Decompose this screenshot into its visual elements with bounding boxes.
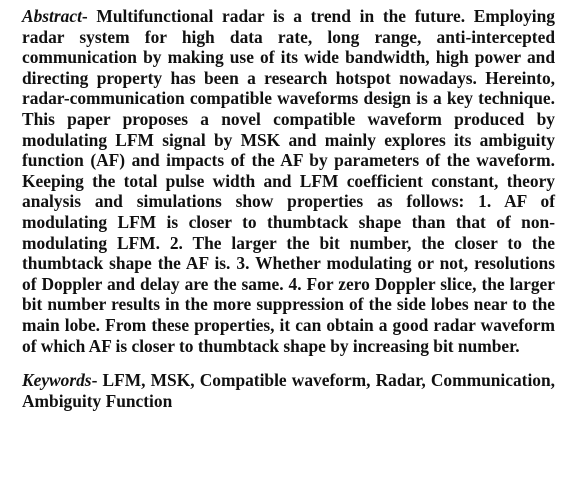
abstract-text: Multifunctional radar is a trend in the future. Employing radar system for high data rate, long range, anti-intercepted communication by making use of its wide bandwidth, high power and directing property has been a research hotspot nowadays. Hereinto, radar-communication compatible waveforms design is a key technique. This paper proposes a novel compatible waveform produced by modulating LFM signal by MSK and mainly explores its ambiguity function (AF) and impacts of the AF by parameters of the waveform. Keeping the total pulse width and LFM coefficient constant, theory analysis and simulations show properties as follows: 1. AF of modulating LFM is closer to thumbtack shape than that of non-modulating LFM. 2. The larger the bit number, the closer to the thumbtack shape the AF is. 3. Whether modulating or not, resolutions of Doppler and delay are the same. 4. For zero Doppler slice, the larger bit number results in the more suppression of the side lobes near to the main lobe. From these properties, it can obtain a good radar waveform of which AF is closer to thumbtack shape by increasing bit number. — [22, 6, 555, 356]
paper-page — [22, 6, 555, 411]
keywords-dash: - — [91, 370, 103, 391]
keywords-text: LFM, MSK, Compatible waveform, Radar, Communication, Ambiguity Function — [22, 370, 555, 411]
abstract-dash: - — [81, 6, 97, 26]
abstract-heading: Abstract — [22, 6, 82, 26]
keywords-heading: Keywords — [22, 370, 92, 391]
abstract-paragraph — [22, 6, 555, 356]
keywords-paragraph — [22, 370, 555, 411]
